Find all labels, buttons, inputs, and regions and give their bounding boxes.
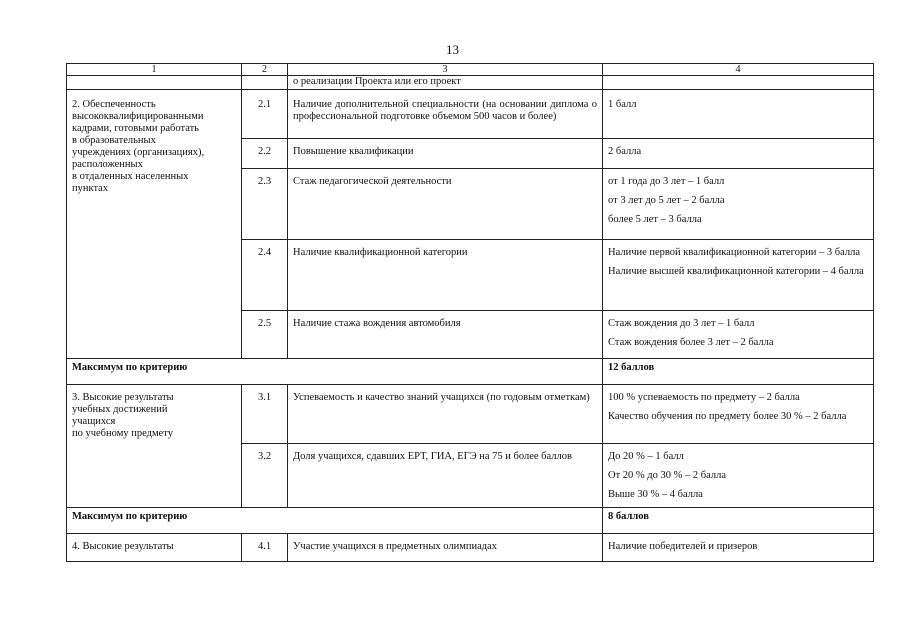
- criterion-line: 4. Высокие результаты: [72, 541, 174, 552]
- points-line: 2 балла: [608, 146, 642, 157]
- table-row: [67, 534, 874, 562]
- points-cell: [603, 76, 874, 90]
- points-line: 1 балл: [608, 99, 637, 110]
- points-line: 100 % успеваемость по предмету – 2 балла: [608, 392, 800, 403]
- points-line: от 1 года до 3 лет – 1 балл: [608, 176, 725, 187]
- column-number: 3: [288, 64, 603, 76]
- criterion-line: пунктах: [72, 183, 109, 194]
- points-cell: [603, 311, 874, 359]
- indicator-cell: Успеваемость и качество знаний учащихся (по годовым отметкам): [288, 385, 603, 444]
- points-line: Наличие победителей и призеров: [608, 541, 758, 552]
- points-cell: [603, 240, 874, 311]
- max-criterion-label: Максимум по критерию: [67, 359, 603, 385]
- criterion-line: учащихся: [72, 416, 116, 427]
- table-row: [67, 385, 874, 444]
- max-criterion-value: 12 баллов: [603, 359, 874, 385]
- points-cell: [603, 169, 874, 240]
- indicator-cell: о реализации Проекта или его проект: [288, 76, 603, 90]
- criterion-line: высококвалифицированными: [72, 111, 204, 122]
- criterion-line: в отдаленных населенных: [72, 171, 189, 182]
- points-line: Выше 30 % – 4 балла: [608, 489, 703, 500]
- table-row: [67, 90, 874, 139]
- points-cell: [603, 444, 874, 508]
- indicator-cell: Наличие квалификационной категории: [288, 240, 603, 311]
- criterion-line: учебных достижений: [72, 404, 168, 415]
- criterion-cell: [67, 385, 242, 508]
- page-number: 13: [446, 42, 459, 57]
- points-line: До 20 % – 1 балл: [608, 451, 684, 462]
- column-number: 2: [242, 64, 288, 76]
- indicator-number: 2.5: [242, 311, 288, 359]
- indicator-number: 2.2: [242, 139, 288, 169]
- criterion-line: 2. Обеспеченность: [72, 99, 156, 110]
- points-line: Качество обучения по предмету более 30 % – 2 балла: [608, 411, 847, 422]
- criterion-line: учреждениях (организациях),: [72, 147, 205, 158]
- indicator-cell: Повышение квалификации: [288, 139, 603, 169]
- points-cell: [603, 534, 874, 562]
- points-line: Наличие первой квалификационной категории – 3 балла: [608, 247, 861, 258]
- indicator-number: 4.1: [242, 534, 288, 562]
- points-line: от 3 лет до 5 лет – 2 балла: [608, 195, 725, 206]
- indicator-cell: Наличие дополнительной специальности (на основании диплома о профессиональной подготовке объемом 500 часов и более): [288, 90, 603, 139]
- criterion-line: по учебному предмету: [72, 428, 173, 439]
- points-cell: [603, 139, 874, 169]
- indicator-cell: Доля учащихся, сдавших ЕРТ, ГИА, ЕГЭ на 75 и более баллов: [288, 444, 603, 508]
- points-line: Стаж вождения до 3 лет – 1 балл: [608, 318, 755, 329]
- indicator-number: 2.3: [242, 169, 288, 240]
- indicator-number: 2.4: [242, 240, 288, 311]
- indicator-cell: Стаж педагогической деятельности: [288, 169, 603, 240]
- criterion-line: расположенных: [72, 159, 143, 170]
- continuation-row: [67, 76, 874, 90]
- max-criterion-row: [67, 508, 874, 534]
- criterion-line: кадрами, готовыми работать: [72, 123, 199, 134]
- points-line: Наличие высшей квалификационной категории – 4 балла: [608, 266, 864, 277]
- points-line: Стаж вождения более 3 лет – 2 балла: [608, 337, 774, 348]
- criterion-cell: [67, 90, 242, 359]
- points-line: От 20 % до 30 % – 2 балла: [608, 470, 726, 481]
- points-cell: [603, 90, 874, 139]
- indicator-number: 2.1: [242, 90, 288, 139]
- criterion-line: 3. Высокие результаты: [72, 392, 174, 403]
- max-criterion-row: [67, 359, 874, 385]
- max-criterion-value: 8 баллов: [603, 508, 874, 534]
- indicator-number: 3.2: [242, 444, 288, 508]
- criterion-cell: [67, 534, 242, 562]
- max-criterion-label: Максимум по критерию: [67, 508, 603, 534]
- criteria-table: [66, 63, 874, 562]
- indicator-cell: Участие учащихся в предметных олимпиадах: [288, 534, 603, 562]
- points-cell: [603, 385, 874, 444]
- column-number: 1: [67, 64, 242, 76]
- points-line: более 5 лет – 3 балла: [608, 214, 702, 225]
- column-numbers-row: [67, 64, 874, 76]
- column-number: 4: [603, 64, 874, 76]
- indicator-number: 3.1: [242, 385, 288, 444]
- indicator-cell: Наличие стажа вождения автомобиля: [288, 311, 603, 359]
- criterion-line: в образовательных: [72, 135, 156, 146]
